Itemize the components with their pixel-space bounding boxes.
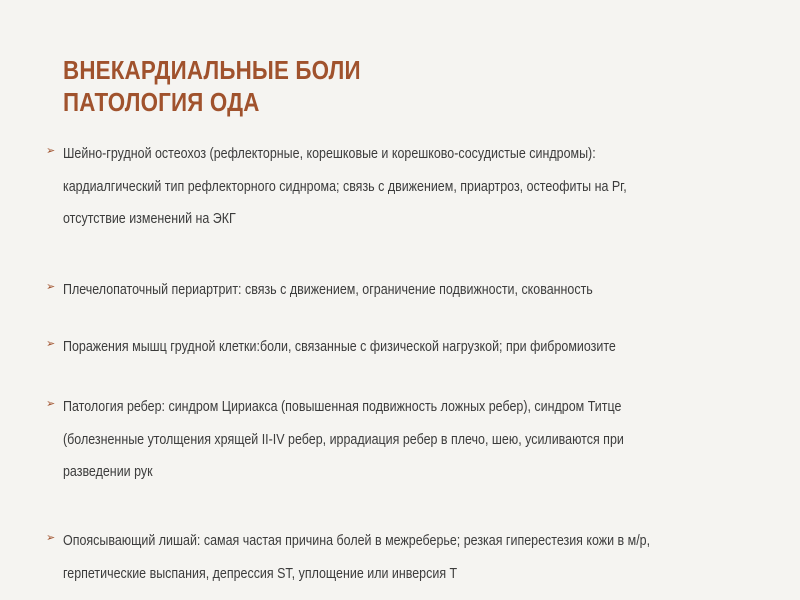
bullet-line: Плечелопаточный периартрит: связь с движением, ограничение подвижности, скованность bbox=[63, 282, 593, 298]
bullet-line: отсутствие изменений на ЭКГ bbox=[63, 211, 236, 227]
bullet-arrow-icon: ➢ bbox=[46, 280, 56, 293]
bullet-arrow-icon: ➢ bbox=[46, 531, 56, 544]
bullet-line: Поражения мышц грудной клетки:боли, связанные с физической нагрузкой; при фибромиозите bbox=[63, 339, 616, 355]
bullet-line: (болезненные утолщения хрящей II-IV ребер, иррадиация ребер в плечо, шею, усиливаются при bbox=[63, 431, 624, 448]
bullet-text bbox=[63, 138, 708, 236]
slide-title-line-1: ВНЕКАРДИАЛЬНЫЕ БОЛИ bbox=[63, 55, 361, 85]
slide-title-line-2: ПАТОЛОГИЯ ОДА bbox=[63, 87, 260, 117]
slide-title bbox=[63, 54, 665, 118]
bullet-text bbox=[63, 331, 708, 364]
bullet-line: кардиалгический тип рефлекторного сиднрома; связь с движением, приартроз, остеофиты на Рг, bbox=[63, 178, 627, 195]
bullet-line: герпетические выспания, депрессия ST, уплощение или инверсия Т bbox=[63, 565, 458, 582]
bullet-line: Опоясывающий лишай: самая частая причина болей в межреберье; резкая гиперестезия кожи в м/р, bbox=[63, 533, 651, 549]
bullet-arrow-icon: ➢ bbox=[46, 397, 56, 410]
bullet-text bbox=[63, 391, 708, 489]
bullet-text bbox=[63, 274, 708, 307]
bullet-line: Патология ребер: синдром Цириакса (повышенная подвижность ложных ребер), синдром Титце bbox=[63, 399, 622, 415]
bullet-arrow-icon: ➢ bbox=[46, 144, 56, 157]
bullet-arrow-icon: ➢ bbox=[46, 337, 56, 350]
bullet-text bbox=[63, 525, 708, 590]
bullet-line: Шейно-грудной остеохоз (рефлекторные, корешковые и корешково-сосудистые синдромы): bbox=[63, 146, 596, 162]
bullet-line: разведении рук bbox=[63, 464, 153, 480]
